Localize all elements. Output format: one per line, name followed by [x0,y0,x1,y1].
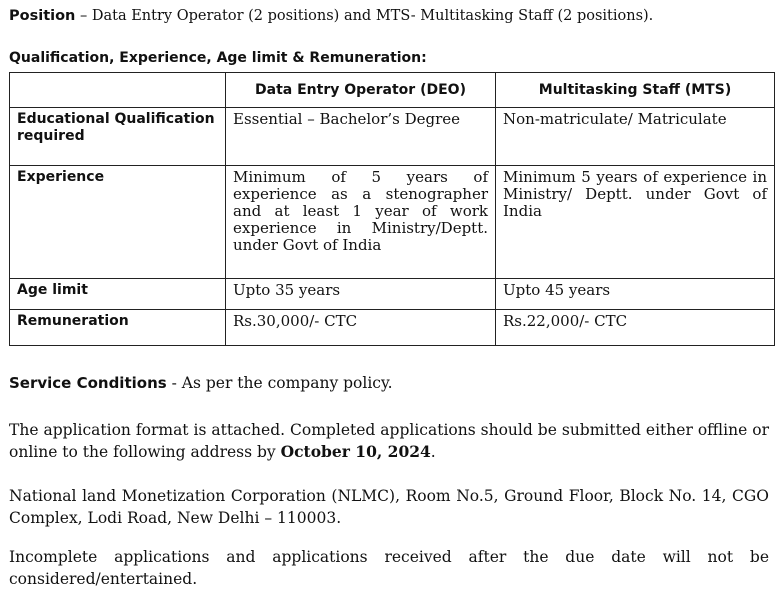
mts-education: Non-matriculate/ Matriculate [496,108,775,166]
row-label-experience: Experience [10,166,226,279]
table-row-age-limit [10,279,775,310]
mts-remuneration: Rs.22,000/- CTC [496,310,775,346]
service-conditions [9,372,769,394]
table-row-remuneration [10,310,775,346]
qualification-heading: Qualification, Experience, Age limit & Remuneration: [9,50,427,66]
deo-experience: Minimum of 5 years of experience as a stenographer and at least 1 year of work experience in Ministry/Deptt. under Govt of India [226,166,496,279]
table-row-education [10,108,775,166]
application-text: The application format is attached. Completed applications should be submitted either offline or online to the following address by [9,421,769,461]
address-paragraph: National land Monetization Corporation (NLMC), Room No.5, Ground Floor, Block No. 14, CGO Complex, Lodi Road, New Delhi – 110003. [9,487,769,527]
position-line [9,8,653,24]
table-header-deo: Data Entry Operator (DEO) [226,73,496,108]
service-conditions-label: Service Conditions [9,374,167,392]
row-label-remuneration: Remuneration [10,310,226,346]
application-deadline: October 10, 2024 [280,442,431,461]
application-end: . [430,443,436,461]
deo-education: Essential – Bachelor’s Degree [226,108,496,166]
deo-remuneration: Rs.30,000/- CTC [226,310,496,346]
mts-age-limit: Upto 45 years [496,279,775,310]
table-row-experience [10,166,775,279]
row-label-age-limit: Age limit [10,279,226,310]
application-paragraph [9,419,769,463]
position-text: – Data Entry Operator (2 positions) and MTS- Multitasking Staff (2 positions). [75,8,654,24]
deo-age-limit: Upto 35 years [226,279,496,310]
table-header-row [10,73,775,108]
position-label: Position [9,8,76,24]
row-label-education: Educational Qualification required [10,108,226,166]
incomplete-notice: Incomplete applications and applications received after the due date will not be considered/entertained. [9,548,769,588]
mts-experience: Minimum 5 years of experience in Ministry/ Deptt. under Govt of India [496,166,775,279]
qualification-table [9,72,775,346]
service-conditions-text: - As per the company policy. [166,374,393,392]
table-header-mts: Multitasking Staff (MTS) [496,73,775,108]
table-header-empty [10,73,226,108]
